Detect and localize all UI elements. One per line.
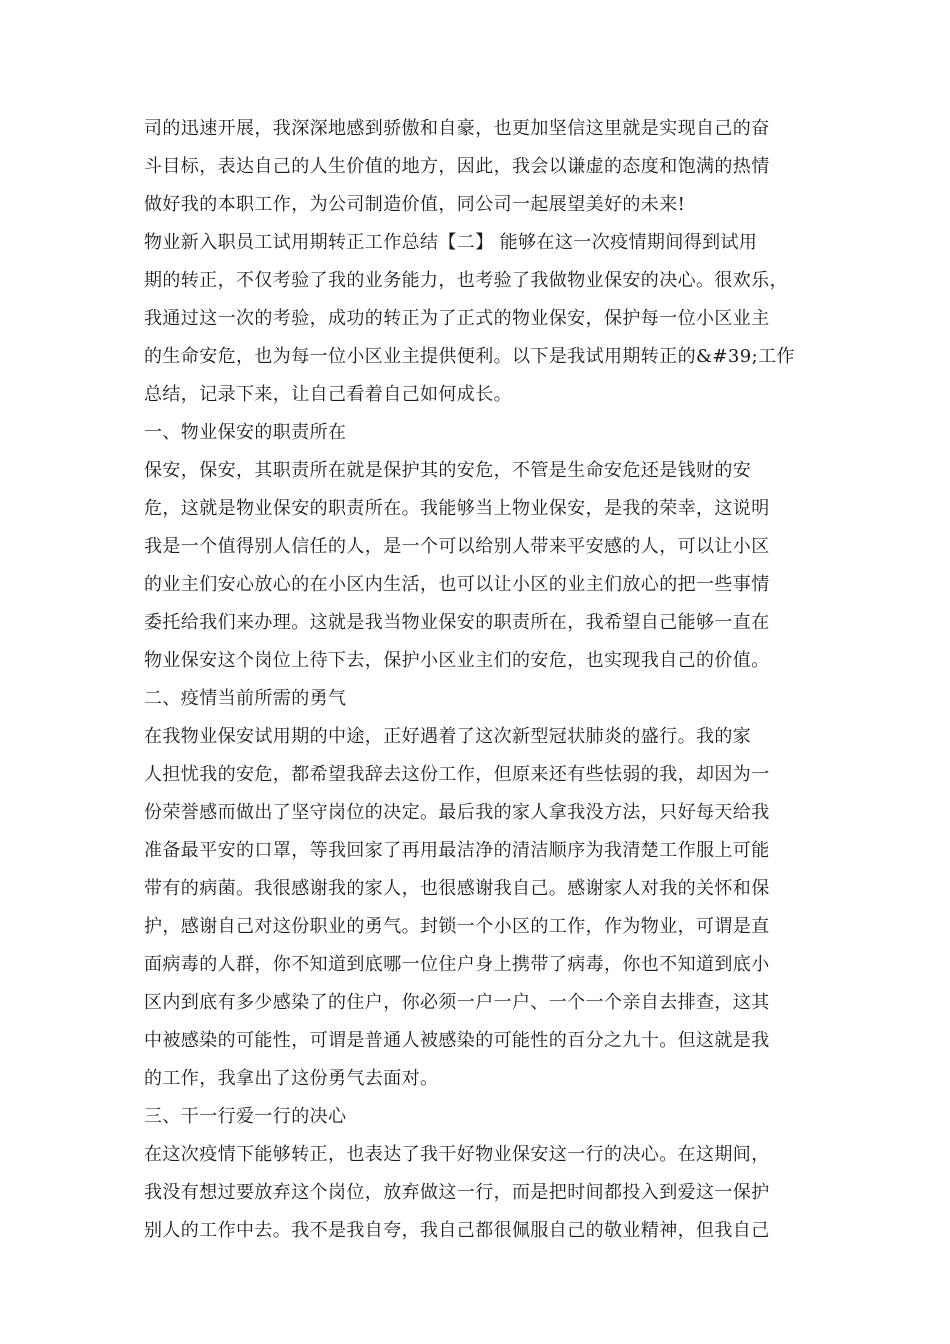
text-line: 司的迅速开展，我深深地感到骄傲和自豪，也更加坚信这里就是实现自己的奋 bbox=[144, 118, 770, 139]
text-line: 我通过这一次的考验，成功的转正为了正式的物业保安，保护每一位小区业主 bbox=[144, 308, 770, 329]
text-line: 总结，记录下来，让自己看着自己如何成长。 bbox=[144, 384, 512, 405]
text-line: 我是一个值得别人信任的人，是一个可以给别人带来平安感的人，可以让小区 bbox=[144, 536, 770, 557]
text-line: 区内到底有多少感染了的住户，你必须一户一户、一个一个亲自去排查，这其 bbox=[144, 992, 770, 1013]
text-line: 期的转正，不仅考验了我的业务能力，也考验了我做物业保安的决心。很欢乐， bbox=[144, 270, 788, 291]
text-line: 的生命安危，也为每一位小区业主提供便利。以下是我试用期转正的&#39;工作 bbox=[144, 346, 795, 367]
text-line: 保安，保安，其职责所在就是保护其的安危，不管是生命安危还是钱财的安 bbox=[144, 460, 752, 481]
text-line: 面病毒的人群，你不知道到底哪一位住户身上携带了病毒，你也不知道到底小 bbox=[144, 954, 770, 975]
text-line: 在我物业保安试用期的中途，正好遇着了这次新型冠状肺炎的盛行。我的家 bbox=[144, 726, 752, 747]
text-line: 份荣誉感而做出了坚守岗位的决定。最后我的家人拿我没方法，只好每天给我 bbox=[144, 802, 770, 823]
text-line: 中被感染的可能性，可谓是普通人被感染的可能性的百分之九十。但这就是我 bbox=[144, 1030, 770, 1051]
text-line: 危，这就是物业保安的职责所在。我能够当上物业保安，是我的荣幸，这说明 bbox=[144, 498, 770, 519]
heading-2: 二、疫情当前所需的勇气 bbox=[144, 688, 347, 709]
text-line: 我没有想过要放弃这个岗位，放弃做这一行，而是把时间都投入到爱这一保护 bbox=[144, 1182, 770, 1203]
text-line: 做好我的本职工作，为公司制造价值，同公司一起展望美好的未来! bbox=[144, 194, 686, 215]
text-line: 委托给我们来办理。这就是我当物业保安的职责所在，我希望自己能够一直在 bbox=[144, 612, 770, 633]
section-title-line: 物业新入职员工试用期转正工作总结【二】 能够在这一次疫情期间得到试用 bbox=[144, 232, 758, 253]
text-line: 物业保安这个岗位上待下去，保护小区业主们的安危，也实现我自己的价值。 bbox=[144, 650, 770, 671]
text-line: 别人的工作中去。我不是我自夸，我自己都很佩服自己的敬业精神，但我自己 bbox=[144, 1220, 770, 1241]
text-line: 斗目标，表达自己的人生价值的地方，因此，我会以谦虚的态度和饱满的热情 bbox=[144, 156, 770, 177]
text-line: 的工作，我拿出了这份勇气去面对。 bbox=[144, 1068, 439, 1089]
text-line: 准备最平安的口罩，等我回家了再用最洁净的清洁顺序为我清楚工作服上可能 bbox=[144, 840, 770, 861]
text-line: 的业主们安心放心的在小区内生活，也可以让小区的业主们放心的把一些事情 bbox=[144, 574, 770, 595]
text-line: 在这次疫情下能够转正，也表达了我干好物业保安这一行的决心。在这期间， bbox=[144, 1144, 770, 1165]
heading-3: 三、干一行爱一行的决心 bbox=[144, 1106, 347, 1127]
text-line: 人担忧我的安危，都希望我辞去这份工作，但原来还有些怯弱的我，却因为一 bbox=[144, 764, 770, 785]
text-line: 带有的病菌。我很感谢我的家人，也很感谢我自己。感谢家人对我的关怀和保 bbox=[144, 878, 770, 899]
heading-1: 一、物业保安的职责所在 bbox=[144, 422, 347, 443]
text-line: 护，感谢自己对这份职业的勇气。封锁一个小区的工作，作为物业，可谓是直 bbox=[144, 916, 770, 937]
